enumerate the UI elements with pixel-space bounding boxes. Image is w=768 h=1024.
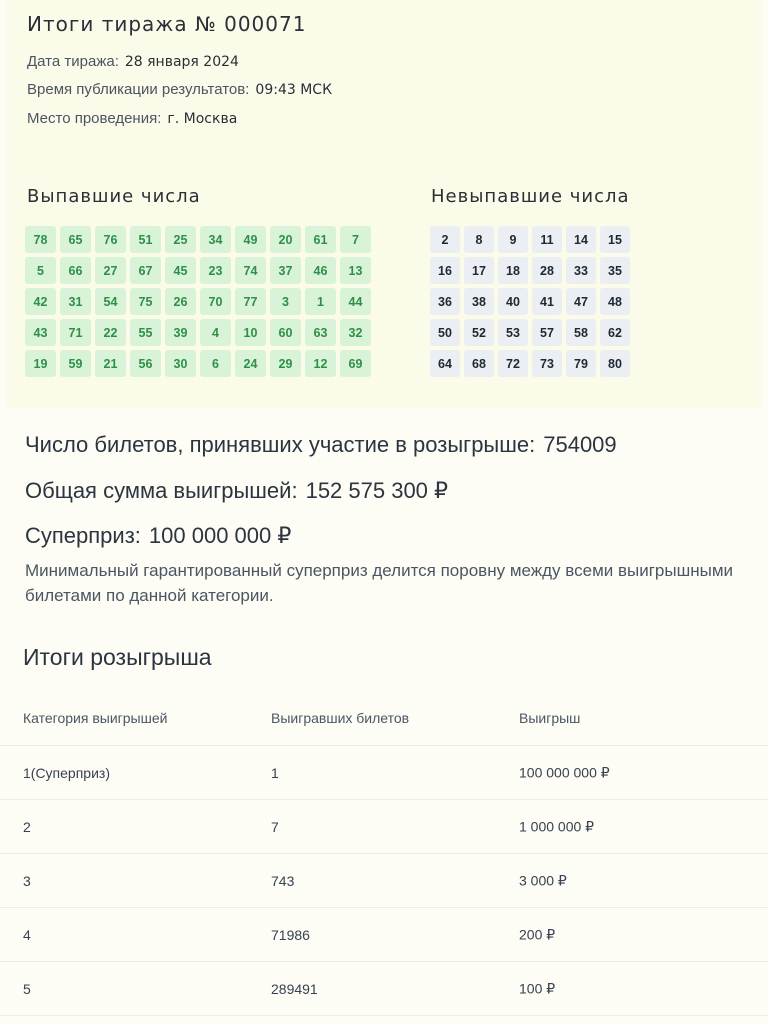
winners-cell: 743 bbox=[271, 872, 295, 889]
drawn-number: 63 bbox=[305, 319, 336, 346]
table-row bbox=[0, 746, 768, 800]
venue-row bbox=[27, 110, 237, 127]
draw-date-label: Дата тиража: bbox=[27, 53, 119, 70]
drawn-number: 45 bbox=[165, 257, 196, 284]
drawn-number: 77 bbox=[235, 288, 266, 315]
drawn-number: 6 bbox=[200, 350, 231, 377]
undrawn-number: 28 bbox=[532, 257, 562, 284]
drawn-number: 27 bbox=[95, 257, 126, 284]
drawn-number: 10 bbox=[235, 319, 266, 346]
table-row bbox=[0, 854, 768, 908]
table-row bbox=[0, 800, 768, 854]
drawn-number: 21 bbox=[95, 350, 126, 377]
drawn-number: 66 bbox=[60, 257, 91, 284]
winners-cell: 289491 bbox=[271, 980, 318, 997]
drawn-number: 30 bbox=[165, 350, 196, 377]
table-row bbox=[0, 908, 768, 962]
drawn-number: 78 bbox=[25, 226, 56, 253]
undrawn-number: 64 bbox=[430, 350, 460, 377]
drawn-number: 22 bbox=[95, 319, 126, 346]
drawn-number: 31 bbox=[60, 288, 91, 315]
winners-cell: 7 bbox=[271, 818, 279, 835]
publish-time-value: 09:43 МСК bbox=[255, 82, 333, 98]
drawn-number: 20 bbox=[270, 226, 301, 253]
undrawn-number: 16 bbox=[430, 257, 460, 284]
undrawn-number: 36 bbox=[430, 288, 460, 315]
category-cell: 2 bbox=[23, 818, 31, 835]
draw-date-row bbox=[27, 53, 239, 70]
category-cell: 1(Суперприз) bbox=[23, 764, 110, 781]
total-winnings-label: Общая сумма выигрышей: bbox=[25, 478, 298, 503]
undrawn-number: 2 bbox=[430, 226, 460, 253]
publish-time-label: Время публикации результатов: bbox=[27, 81, 250, 98]
drawn-number: 42 bbox=[25, 288, 56, 315]
undrawn-number: 9 bbox=[498, 226, 528, 253]
superprize-row bbox=[25, 523, 291, 549]
results-title: Итоги розыгрыша bbox=[23, 644, 212, 670]
drawn-number: 54 bbox=[95, 288, 126, 315]
tickets-count-label: Число билетов, принявших участие в розыгрыше: bbox=[25, 432, 536, 457]
drawn-number: 65 bbox=[60, 226, 91, 253]
undrawn-number: 73 bbox=[532, 350, 562, 377]
drawn-number: 26 bbox=[165, 288, 196, 315]
header-winning-tickets: Выигравших билетов bbox=[271, 709, 410, 726]
draw-date-value: 28 января 2024 bbox=[124, 54, 239, 70]
undrawn-number: 35 bbox=[600, 257, 630, 284]
total-winnings-value: 152 575 300 ₽ bbox=[305, 478, 449, 503]
undrawn-numbers-grid bbox=[430, 226, 630, 377]
drawn-number: 34 bbox=[200, 226, 231, 253]
drawn-number: 59 bbox=[60, 350, 91, 377]
undrawn-number: 15 bbox=[600, 226, 630, 253]
drawn-number: 56 bbox=[130, 350, 161, 377]
drawn-number: 5 bbox=[25, 257, 56, 284]
drawn-number: 7 bbox=[340, 226, 371, 253]
drawn-number: 51 bbox=[130, 226, 161, 253]
prize-cell: 100 ₽ bbox=[519, 980, 556, 996]
drawn-number: 39 bbox=[165, 319, 196, 346]
undrawn-number: 40 bbox=[498, 288, 528, 315]
category-cell: 4 bbox=[23, 926, 31, 943]
category-cell: 3 bbox=[23, 872, 31, 889]
drawn-numbers-grid bbox=[25, 226, 371, 377]
undrawn-number: 72 bbox=[498, 350, 528, 377]
drawn-number: 46 bbox=[305, 257, 336, 284]
table-header-row bbox=[0, 690, 768, 746]
undrawn-number: 53 bbox=[498, 319, 528, 346]
drawn-number: 12 bbox=[305, 350, 336, 377]
drawn-number: 69 bbox=[340, 350, 371, 377]
drawn-number: 44 bbox=[340, 288, 371, 315]
table-row bbox=[0, 962, 768, 1016]
drawn-number: 19 bbox=[25, 350, 56, 377]
undrawn-number: 52 bbox=[464, 319, 494, 346]
tickets-count-value: 754009 bbox=[543, 432, 617, 457]
undrawn-number: 62 bbox=[600, 319, 630, 346]
drawn-numbers-title: Выпавшие числа bbox=[27, 186, 201, 207]
drawn-number: 23 bbox=[200, 257, 231, 284]
drawn-number: 1 bbox=[305, 288, 336, 315]
total-winnings-row bbox=[25, 478, 448, 504]
undrawn-number: 14 bbox=[566, 226, 596, 253]
prize-cell: 1 000 000 ₽ bbox=[519, 818, 595, 834]
superprize-value: 100 000 000 ₽ bbox=[148, 523, 292, 548]
undrawn-number: 57 bbox=[532, 319, 562, 346]
undrawn-number: 50 bbox=[430, 319, 460, 346]
drawn-number: 32 bbox=[340, 319, 371, 346]
undrawn-number: 8 bbox=[464, 226, 494, 253]
tickets-count-row bbox=[25, 432, 617, 458]
superprize-note: Минимальный гарантированный суперприз делится поровну между всеми выигрышными билетами по данной категории. bbox=[25, 561, 734, 605]
undrawn-number: 38 bbox=[464, 288, 494, 315]
undrawn-number: 11 bbox=[532, 226, 562, 253]
publish-time-row bbox=[27, 81, 332, 98]
superprize-label: Суперприз: bbox=[25, 523, 141, 548]
undrawn-number: 79 bbox=[566, 350, 596, 377]
undrawn-number: 58 bbox=[566, 319, 596, 346]
drawn-number: 3 bbox=[270, 288, 301, 315]
drawn-number: 75 bbox=[130, 288, 161, 315]
undrawn-number: 33 bbox=[566, 257, 596, 284]
undrawn-number: 68 bbox=[464, 350, 494, 377]
drawn-number: 37 bbox=[270, 257, 301, 284]
drawn-number: 29 bbox=[270, 350, 301, 377]
undrawn-number: 47 bbox=[566, 288, 596, 315]
drawn-number: 76 bbox=[95, 226, 126, 253]
drawn-number: 4 bbox=[200, 319, 231, 346]
drawn-number: 43 bbox=[25, 319, 56, 346]
prize-cell: 200 ₽ bbox=[519, 926, 556, 942]
drawn-number: 13 bbox=[340, 257, 371, 284]
winners-cell: 71986 bbox=[271, 926, 310, 943]
drawn-number: 49 bbox=[235, 226, 266, 253]
drawn-number: 74 bbox=[235, 257, 266, 284]
drawn-number: 70 bbox=[200, 288, 231, 315]
undrawn-numbers-title: Невыпавшие числа bbox=[431, 186, 630, 207]
drawn-number: 55 bbox=[130, 319, 161, 346]
winners-cell: 1 bbox=[271, 764, 279, 781]
venue-value: г. Москва bbox=[167, 111, 238, 127]
drawn-number: 25 bbox=[165, 226, 196, 253]
header-prize: Выигрыш bbox=[519, 709, 581, 726]
prize-cell: 100 000 000 ₽ bbox=[519, 764, 610, 780]
drawn-number: 61 bbox=[305, 226, 336, 253]
undrawn-number: 41 bbox=[532, 288, 562, 315]
drawn-number: 71 bbox=[60, 319, 91, 346]
undrawn-number: 48 bbox=[600, 288, 630, 315]
category-cell: 5 bbox=[23, 980, 31, 997]
undrawn-number: 80 bbox=[600, 350, 630, 377]
drawn-number: 24 bbox=[235, 350, 266, 377]
drawn-number: 67 bbox=[130, 257, 161, 284]
venue-label: Место проведения: bbox=[27, 110, 162, 127]
prize-cell: 3 000 ₽ bbox=[519, 872, 567, 888]
drawn-number: 60 bbox=[270, 319, 301, 346]
results-table bbox=[0, 690, 768, 1016]
undrawn-number: 18 bbox=[498, 257, 528, 284]
undrawn-number: 17 bbox=[464, 257, 494, 284]
draw-title: Итоги тиража № 000071 bbox=[27, 12, 307, 36]
header-category: Категория выигрышей bbox=[23, 709, 168, 726]
